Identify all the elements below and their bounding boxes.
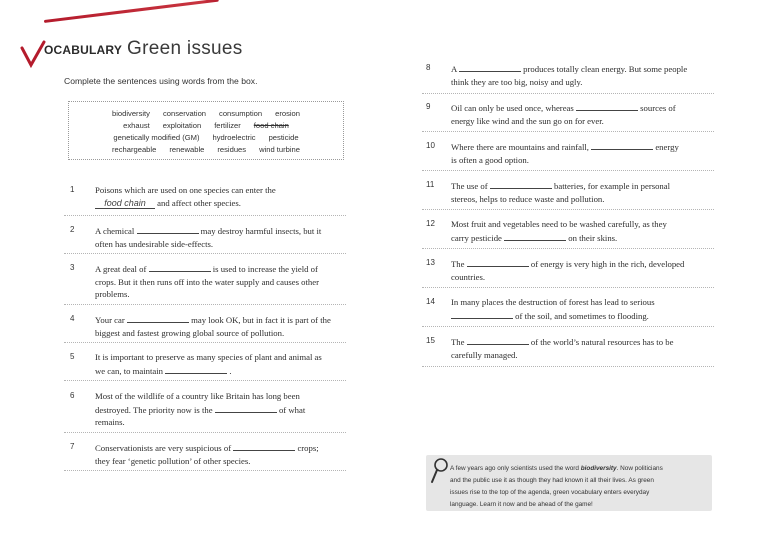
sentence-text: Poisons which are used on one species can enter the bbox=[95, 185, 276, 195]
sentence-text: It is important to preserve as many species of plant and animal as bbox=[95, 352, 322, 362]
sentence-text: problems. bbox=[95, 289, 130, 299]
sentence-text: The bbox=[451, 337, 465, 347]
answer-blank[interactable] bbox=[504, 231, 566, 241]
sentence-text: crops. But it then runs off into the water supply and causes other bbox=[95, 276, 319, 287]
answer-blank[interactable] bbox=[591, 140, 653, 150]
divider bbox=[64, 304, 346, 305]
note-text-part: issues rise to the top of the agenda, green vocabulary enters everyday bbox=[450, 489, 650, 496]
note-text-part: A few years ago only scientists used the word bbox=[450, 465, 579, 472]
note-emphasis: biodiversity bbox=[580, 465, 617, 472]
divider bbox=[64, 470, 346, 471]
answer-blank[interactable] bbox=[459, 62, 521, 72]
divider bbox=[422, 326, 714, 327]
answer-blank[interactable] bbox=[233, 441, 295, 451]
sentence-text: sources of bbox=[640, 103, 676, 113]
sentence-text: A chemical bbox=[95, 226, 135, 236]
item-number: 4 bbox=[70, 314, 75, 323]
item-number: 12 bbox=[426, 219, 435, 228]
note-text-part: and the public use it as though they had known it all their lives. As green bbox=[450, 477, 654, 484]
sentence-text: carry pesticide bbox=[451, 232, 502, 243]
sentence-text: of energy is very high in the rich, developed bbox=[530, 259, 685, 269]
sentence-text: biggest and fastest growing global source of pollution. bbox=[95, 327, 285, 338]
sentence-text: we can, to maintain bbox=[95, 365, 164, 376]
sentence-text: A bbox=[451, 64, 457, 74]
sentence-text: energy bbox=[655, 142, 679, 152]
word: residues bbox=[217, 145, 247, 154]
divider bbox=[422, 248, 714, 249]
sentence-text: Most of the wildlife of a country like Britain has long been bbox=[95, 391, 300, 401]
word: fertilizer bbox=[214, 121, 241, 130]
sentence-text: remains. bbox=[95, 417, 125, 427]
answer-blank[interactable] bbox=[451, 309, 513, 319]
item-number: 10 bbox=[426, 141, 435, 150]
divider bbox=[422, 287, 714, 288]
word: pesticide bbox=[268, 133, 299, 142]
word: renewable bbox=[169, 145, 205, 154]
sentence-text: Your car bbox=[95, 315, 125, 325]
sentence-text: stereos, helps to reduce waste and pollution. bbox=[451, 193, 605, 204]
sentence-text: . bbox=[229, 365, 232, 376]
filled-answer[interactable]: food chain bbox=[95, 198, 155, 209]
item-number: 15 bbox=[426, 336, 435, 345]
item-number: 14 bbox=[426, 297, 435, 306]
sentence-text: produces totally clean energy. But some people bbox=[523, 64, 688, 74]
sentence-text: often has undesirable side-effects. bbox=[95, 238, 214, 249]
sentence-text: energy like wind and the sun go on for ever. bbox=[451, 115, 604, 126]
note-text-part: . Now politicians bbox=[616, 465, 663, 472]
answer-blank[interactable] bbox=[165, 364, 227, 374]
answer-blank[interactable] bbox=[490, 179, 552, 189]
word: erosion bbox=[275, 109, 300, 118]
sentence-text: countries. bbox=[451, 271, 486, 282]
sentence-text: of the soil, and sometimes to flooding. bbox=[515, 310, 649, 321]
sentence-text: The use of bbox=[451, 181, 488, 191]
answer-blank[interactable] bbox=[467, 335, 529, 345]
instruction-text: Complete the sentences using words from the box. bbox=[64, 76, 258, 86]
sentence-text: and affect other species. bbox=[157, 197, 241, 208]
word: genetically modified (GM) bbox=[113, 133, 200, 142]
word: wind turbine bbox=[259, 145, 301, 154]
word: hydroelectric bbox=[212, 133, 256, 142]
sentence-text: may destroy harmful insects, but it bbox=[200, 226, 322, 236]
item-number: 8 bbox=[426, 63, 431, 72]
word: consumption bbox=[219, 109, 263, 118]
sentence-text: In many places the destruction of forest has lead to serious bbox=[451, 297, 655, 307]
item-number: 11 bbox=[426, 180, 435, 189]
sentence-text: of what bbox=[278, 404, 306, 415]
item-number: 13 bbox=[426, 258, 435, 267]
divider bbox=[64, 380, 346, 381]
answer-blank[interactable] bbox=[215, 403, 277, 413]
sentence-text: Conservationists are very suspicious of bbox=[95, 443, 232, 453]
answer-blank[interactable] bbox=[149, 262, 211, 272]
word: rechargeable bbox=[111, 145, 157, 154]
sentence-text: on their skins. bbox=[568, 232, 618, 243]
item-number: 5 bbox=[70, 352, 75, 361]
word: exploitation bbox=[162, 121, 202, 130]
item-number: 2 bbox=[70, 225, 75, 234]
item-number: 7 bbox=[70, 442, 75, 451]
sentence-text: think they are too big, noisy and ugly. bbox=[451, 76, 583, 87]
item-number: 1 bbox=[70, 185, 75, 194]
item-number: 6 bbox=[70, 391, 75, 400]
divider bbox=[64, 253, 346, 254]
answer-blank[interactable] bbox=[137, 224, 199, 234]
answer-blank[interactable] bbox=[467, 257, 529, 267]
divider bbox=[64, 342, 346, 343]
sentence-text: A great deal of bbox=[95, 264, 147, 274]
sentence-text: may look OK, but in fact it is part of the bbox=[191, 315, 331, 325]
sentence-text: they fear ‘genetic pollution’ of other species. bbox=[95, 455, 251, 466]
sentence-text: is often a good option. bbox=[451, 154, 529, 165]
item-number: 9 bbox=[426, 102, 431, 111]
sentence-text: batteries, for example in personal bbox=[554, 181, 671, 191]
answer-blank[interactable] bbox=[127, 313, 189, 323]
sentence-text: The bbox=[451, 259, 465, 269]
word: exhaust bbox=[123, 121, 150, 130]
divider bbox=[64, 432, 346, 433]
sentence-text: crops; bbox=[297, 443, 319, 453]
sentence-text: of the world’s natural resources has to be bbox=[530, 337, 674, 347]
divider bbox=[422, 366, 714, 367]
info-note bbox=[426, 455, 712, 511]
magnifying-glass-icon bbox=[430, 457, 450, 485]
vocabulary-label: OCABULARY bbox=[44, 43, 123, 57]
item-number: 3 bbox=[70, 263, 75, 272]
sentence-text: Most fruit and vegetables need to be washed carefully, as they bbox=[451, 219, 667, 229]
note-text bbox=[450, 463, 708, 511]
word-struck: food chain bbox=[253, 121, 289, 130]
divider bbox=[422, 93, 714, 94]
divider bbox=[422, 170, 714, 171]
sentence-text: Oil can only be used once, whereas bbox=[451, 103, 574, 113]
page-title: Green issues bbox=[127, 38, 243, 59]
divider bbox=[422, 209, 714, 210]
note-text-part: language. Learn it now and be ahead of the game! bbox=[450, 501, 593, 508]
answer-blank[interactable] bbox=[576, 101, 638, 111]
sentence-text: carefully managed. bbox=[451, 349, 518, 360]
word: conservation bbox=[162, 109, 207, 118]
divider bbox=[64, 215, 346, 216]
sentence-text: Where there are mountains and rainfall, bbox=[451, 142, 589, 152]
divider bbox=[422, 131, 714, 132]
word: biodiversity bbox=[111, 109, 150, 118]
sentence-text: is used to increase the yield of bbox=[212, 264, 318, 274]
sentence-text: destroyed. The priority now is the bbox=[95, 404, 213, 415]
